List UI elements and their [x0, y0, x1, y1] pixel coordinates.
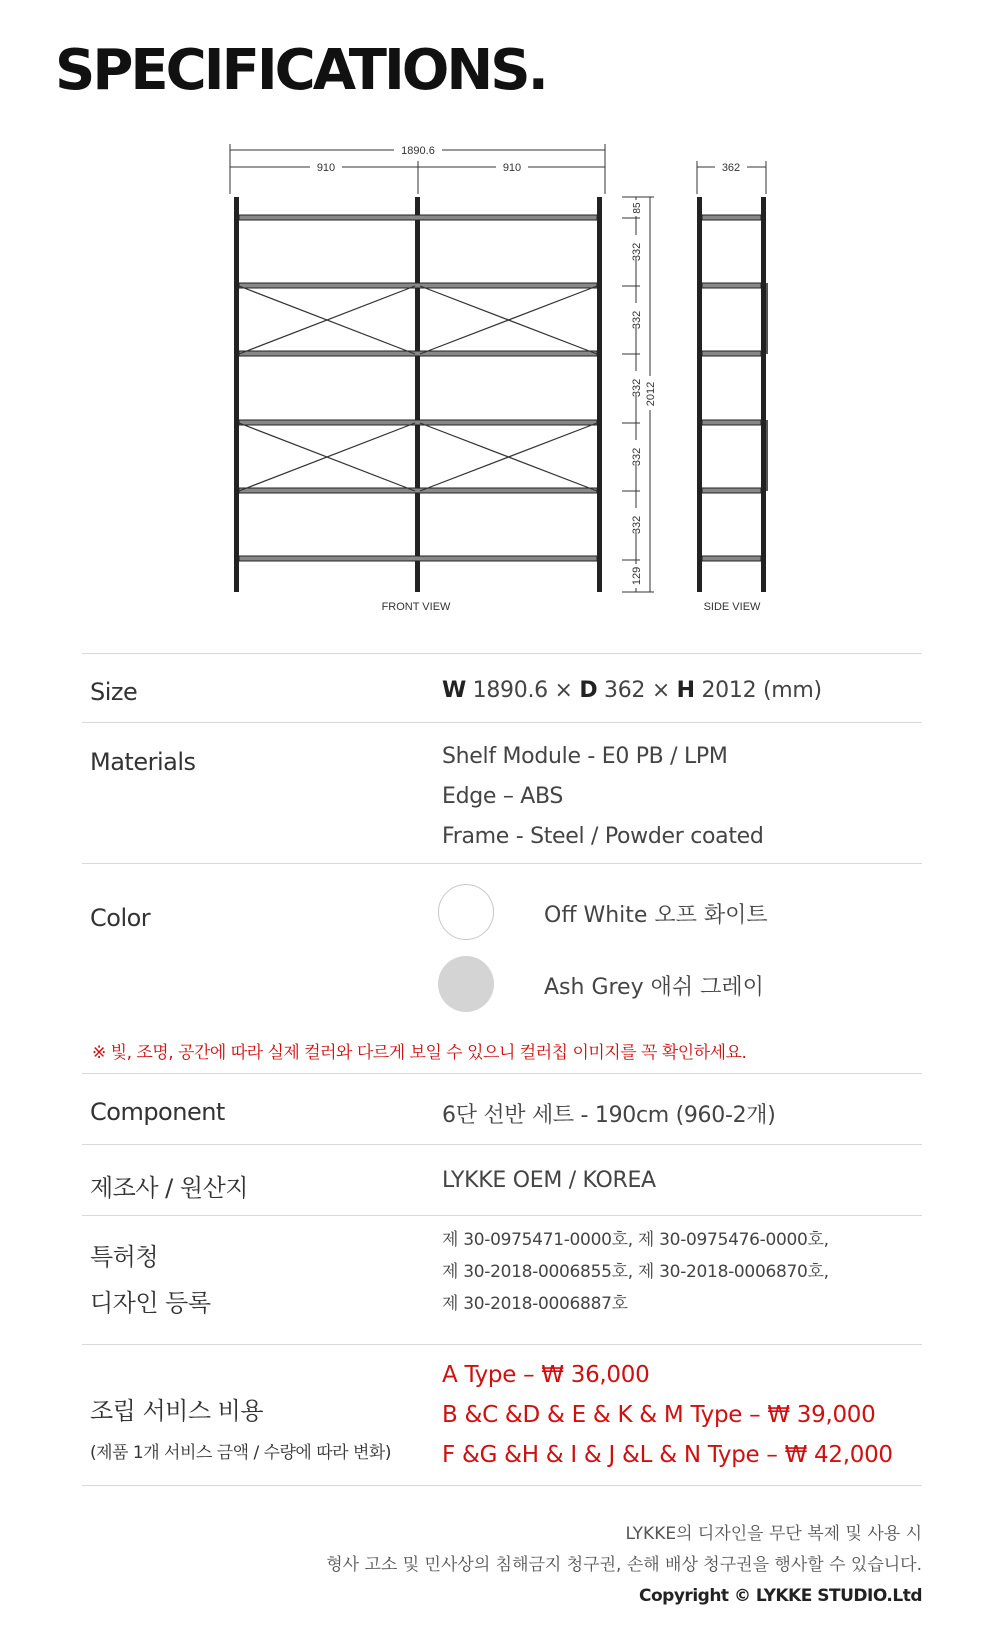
front-dimension-labels	[310, 143, 657, 588]
color-name: Off White 오프 화이트	[544, 903, 768, 928]
spec-row-component	[82, 1074, 922, 1144]
module-width-label: 910	[502, 162, 522, 174]
footer-notice-line: 형사 고소 및 민사상의 침해금지 청구권, 손해 배상 청구권을 행사할 수 있습니다.	[326, 1555, 922, 1575]
color-option-off-white	[438, 880, 878, 944]
maker-label: 제조사 / 원산지	[90, 1174, 248, 1202]
color-swatch-off-white	[438, 884, 494, 940]
patent-label-line: 디자인 등록	[90, 1289, 211, 1317]
assembly-label	[90, 1391, 391, 1463]
height-segment-label: 129	[631, 566, 643, 586]
footer-notice-line: LYKKE의 디자인을 무단 복제 및 사용 시	[625, 1524, 922, 1544]
assembly-label-sub: (제품 1개 서비스 금액 / 수량에 따라 변화)	[90, 1443, 391, 1463]
side-view-caption: SIDE VIEW	[703, 601, 761, 613]
maker-value: LYKKE OEM / KOREA	[442, 1168, 656, 1193]
height-segment-label: 332	[631, 242, 643, 262]
module-width-label: 910	[316, 162, 336, 174]
color-options	[438, 880, 878, 1024]
footer	[326, 1519, 922, 1612]
size-value: W 1890.6 × D 362 × H 2012 (mm)	[442, 678, 822, 703]
divider	[82, 1485, 922, 1486]
materials-value	[442, 737, 764, 857]
assembly-price: A Type – ₩ 36,000	[442, 1362, 650, 1388]
height-segment-label: 85	[632, 202, 643, 214]
component-label: Component	[90, 1098, 225, 1126]
side-depth-label: 362	[721, 162, 741, 174]
assembly-prices	[442, 1355, 893, 1475]
copyright: Copyright © LYKKE STUDIO.Ltd	[639, 1586, 922, 1606]
front-dimension-lines	[230, 144, 654, 592]
spec-row-maker	[82, 1145, 922, 1215]
spec-row-color	[82, 864, 922, 1073]
materials-line: Shelf Module - E0 PB / LPM	[442, 744, 728, 769]
color-swatch-ash-grey	[438, 956, 494, 1012]
overall-width-label: 1890.6	[401, 145, 435, 157]
patent-value	[442, 1224, 829, 1320]
patent-line: 제 30-2018-0006855호, 제 30-2018-0006870호,	[442, 1262, 829, 1282]
materials-line: Edge – ABS	[442, 784, 564, 809]
assembly-price: F &G &H & I & J &L & N Type – ₩ 42,000	[442, 1442, 893, 1468]
spec-row-materials	[82, 723, 922, 863]
page-title: SPECIFICATIONS.	[55, 38, 546, 103]
height-segment-label: 332	[631, 310, 643, 330]
color-option-ash-grey	[438, 952, 878, 1016]
size-label: Size	[90, 678, 138, 706]
front-view	[234, 197, 602, 613]
spec-row-patent	[82, 1216, 922, 1344]
materials-label: Materials	[90, 748, 196, 776]
materials-line: Frame - Steel / Powder coated	[442, 824, 764, 849]
component-value: 6단 선반 세트 - 190cm (960-2개)	[442, 1103, 776, 1128]
assembly-label-text: 조립 서비스 비용	[90, 1397, 264, 1425]
color-name: Ash Grey 애쉬 그레이	[544, 975, 764, 1000]
height-segment-label: 332	[631, 447, 643, 467]
height-segment-label: 332	[631, 378, 643, 398]
patent-line: 제 30-0975471-0000호, 제 30-0975476-0000호,	[442, 1230, 829, 1250]
color-notice: ※ 빛, 조명, 공간에 따라 실제 컬러와 다르게 보일 수 있으니 컬러칩 이미지를 꼭 확인하세요.	[92, 1043, 747, 1063]
patent-line: 제 30-2018-0006887호	[442, 1294, 628, 1314]
total-height-label: 2012	[645, 381, 657, 407]
side-view	[697, 160, 768, 613]
spec-row-size	[82, 654, 922, 722]
assembly-price: B &C &D & E & K & M Type – ₩ 39,000	[442, 1402, 876, 1428]
front-view-caption: FRONT VIEW	[381, 601, 451, 613]
patent-label-line: 특허청	[90, 1243, 159, 1271]
color-label: Color	[90, 904, 151, 932]
patent-label	[90, 1234, 211, 1326]
spec-row-assembly	[82, 1345, 922, 1485]
height-segment-label: 332	[631, 515, 643, 535]
technical-drawing	[0, 140, 1000, 620]
